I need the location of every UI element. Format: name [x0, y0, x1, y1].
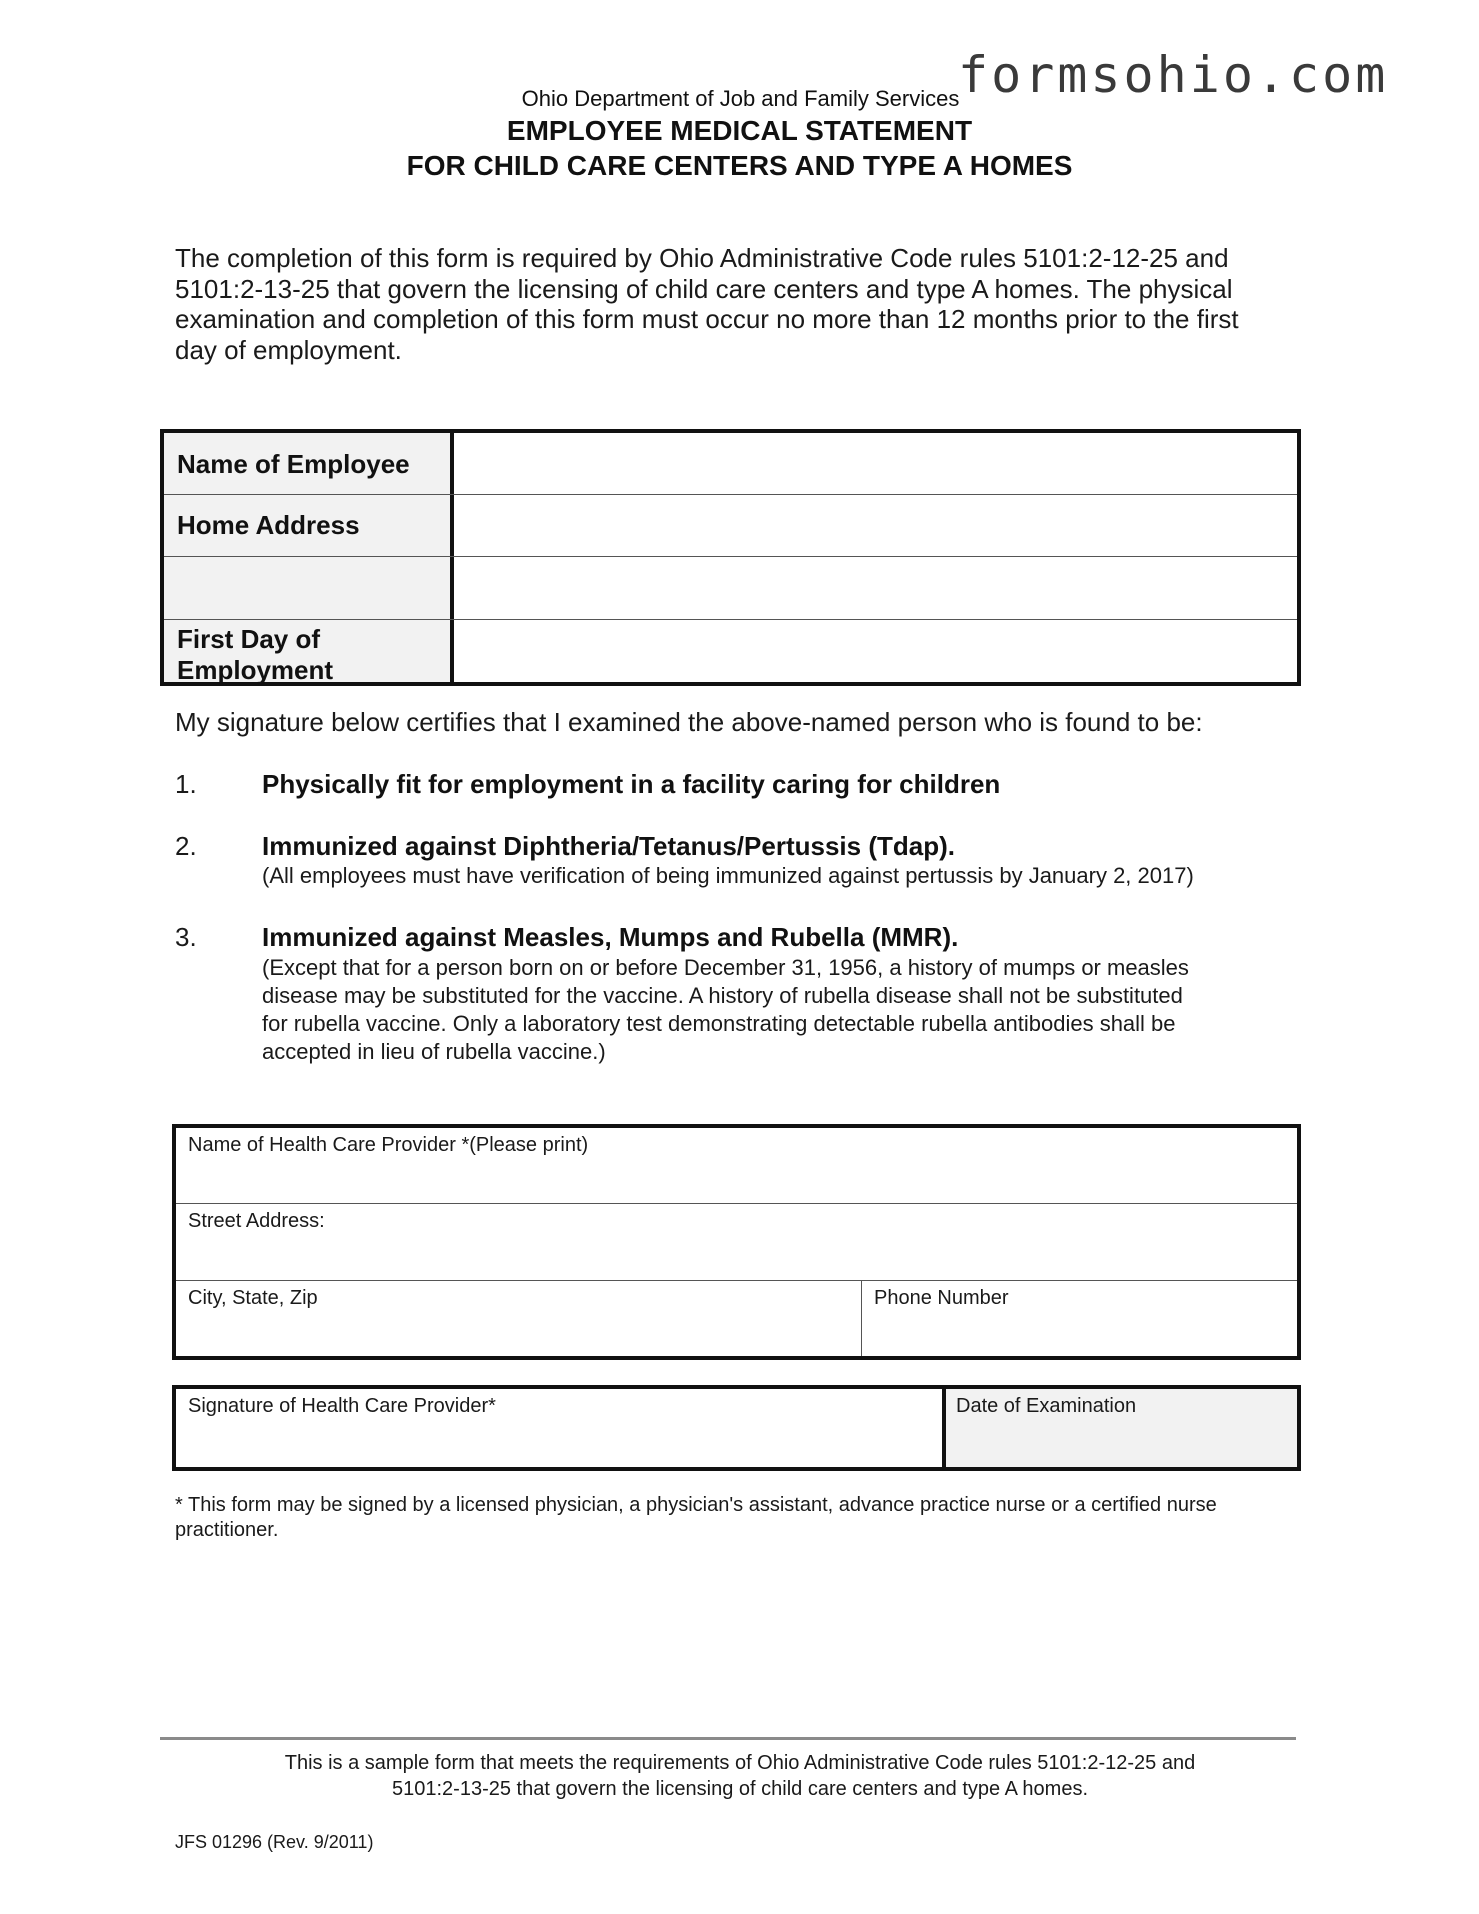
employee-name-field[interactable]	[458, 433, 1297, 494]
home-address-row	[164, 495, 1297, 557]
provider-name-field[interactable]	[176, 1128, 1297, 1204]
footnote: * This form may be signed by a licensed physician, a physician's assistant, advance practice nurse or a certified nurse practitioner.	[175, 1494, 1217, 1541]
signature-field[interactable]	[176, 1389, 946, 1467]
home-address-field-2[interactable]	[458, 557, 1297, 619]
item-number: 3.	[175, 922, 197, 952]
street-address-field[interactable]	[176, 1204, 1297, 1281]
first-day-row	[164, 620, 1297, 685]
item-note-line: disease may be substituted for the vaccine. A history of rubella disease shall not be substituted	[262, 983, 1183, 1008]
form-id: JFS 01296 (Rev. 9/2011)	[175, 1832, 374, 1852]
city-state-zip-field[interactable]	[176, 1281, 862, 1356]
first-day-label: First Day of Employment	[164, 620, 454, 682]
item-number: 1.	[175, 769, 197, 799]
item-heading: Physically fit for employment in a facility caring for children	[262, 769, 1001, 799]
agency-name: Ohio Department of Job and Family Services	[521, 86, 960, 111]
footer-text	[160, 1750, 1320, 1802]
provider-info-table	[172, 1124, 1301, 1360]
item-note: (All employees must have verification of being immunized against pertussis by January 2, 2017)	[262, 863, 1194, 888]
item-note	[262, 954, 1362, 1066]
employee-name-label: Name of Employee	[164, 433, 454, 494]
item-note-line: for rubella vaccine. Only a laboratory test demonstrating detectable rubella antibodies shall be	[262, 1011, 1176, 1036]
intro-line: 5101:2-13-25 that govern the licensing of child care centers and type A homes. The physical	[175, 273, 1233, 304]
date-of-examination-label: Date of Examination	[956, 1395, 1137, 1417]
item-heading: Immunized against Measles, Mumps and Rubella (MMR).	[262, 922, 959, 952]
footer-line: This is a sample form that meets the requirements of Ohio Administrative Code rules 5101:2-12-25 and	[284, 1752, 1196, 1774]
form-subtitle: FOR CHILD CARE CENTERS AND TYPE A HOMES	[406, 150, 1073, 181]
intro-line: day of employment.	[175, 334, 402, 365]
item-note-line: (Except that for a person born on or before December 31, 1956, a history of mumps or measles	[262, 955, 1189, 980]
intro-line: The completion of this form is required by Ohio Administrative Code rules 5101:2-12-25 and	[175, 243, 1229, 273]
phone-number-field[interactable]	[862, 1281, 1297, 1356]
employee-info-table	[160, 429, 1301, 686]
item-number: 2.	[175, 831, 197, 861]
footer-divider	[160, 1737, 1296, 1740]
signature-table	[172, 1385, 1301, 1471]
watermark: formsohio.com	[958, 46, 1389, 104]
intro-line: examination and completion of this form must occur no more than 12 months prior to the first	[175, 304, 1239, 334]
item-heading: Immunized against Diphtheria/Tetanus/Pertussis (Tdap).	[262, 831, 955, 861]
employee-name-row	[164, 433, 1297, 495]
provider-name-label: Name of Health Care Provider *(Please print)	[188, 1134, 589, 1156]
certification-statement: My signature below certifies that I examined the above-named person who is found to be:	[175, 707, 1203, 737]
street-address-label: Street Address:	[188, 1210, 325, 1232]
phone-number-label: Phone Number	[874, 1287, 1009, 1309]
form-title: EMPLOYEE MEDICAL STATEMENT	[506, 115, 973, 146]
signature-label: Signature of Health Care Provider*	[188, 1395, 496, 1417]
city-state-zip-label: City, State, Zip	[188, 1287, 318, 1309]
first-day-field[interactable]	[458, 620, 1297, 682]
date-of-examination-field[interactable]	[946, 1389, 1297, 1467]
home-address-label: Home Address	[164, 495, 454, 556]
footer-line: 5101:2-13-25 that govern the licensing of child care centers and type A homes.	[392, 1778, 1088, 1800]
intro-paragraph	[175, 243, 1310, 365]
empty-label-cell	[164, 557, 454, 619]
home-address-field[interactable]	[458, 495, 1297, 556]
home-address-row-2	[164, 557, 1297, 620]
item-note-line: accepted in lieu of rubella vaccine.)	[262, 1039, 606, 1064]
